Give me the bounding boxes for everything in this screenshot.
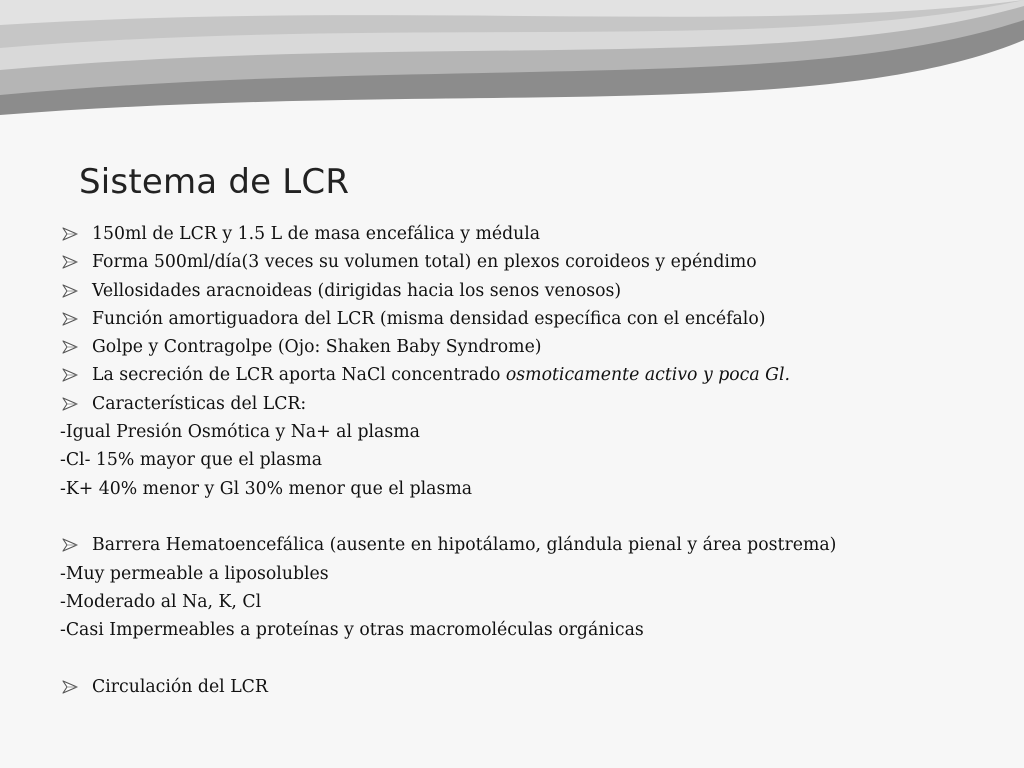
arrow-bullet-icon (62, 255, 80, 269)
sub-item (60, 560, 1000, 588)
arrow-bullet-icon (62, 368, 80, 382)
bullet-item (60, 531, 1000, 559)
arrow-bullet-icon (62, 397, 80, 411)
line-text: -Moderado al Na, K, Cl (60, 591, 262, 612)
sub-item (60, 446, 1000, 474)
line-text: -Muy permeable a liposolubles (60, 563, 329, 584)
arrow-bullet-icon (62, 538, 80, 552)
blank-line (60, 644, 1000, 672)
bullet-item (60, 361, 1000, 389)
line-text: -K+ 40% menor y Gl 30% menor que el plasma (60, 478, 473, 499)
arrow-bullet-icon (62, 340, 80, 354)
sub-item (60, 588, 1000, 616)
line-text: Forma 500ml/día(3 veces su volumen total) en plexos coroideos y epéndimo (92, 252, 757, 273)
line-text: 150ml de LCR y 1.5 L de masa encefálica y médula (92, 224, 541, 244)
sub-item (60, 475, 1000, 503)
bullet-item (60, 248, 1000, 276)
bullet-item (60, 277, 1000, 305)
line-text: Vellosidades aracnoideas (dirigidas hacia los senos venosos) (92, 280, 622, 301)
slide-title: Sistema de LCR (79, 162, 350, 202)
slide-content (60, 220, 1000, 701)
arrow-bullet-icon (62, 312, 80, 326)
bullet-item (60, 305, 1000, 333)
line-text: Golpe y Contragolpe (Ojo: Shaken Baby Syndrome) (92, 337, 542, 358)
line-text: Barrera Hematoencefálica (ausente en hipotálamo, glándula pienal y área postrema) (92, 535, 837, 556)
line-text: -Cl- 15% mayor que el plasma (60, 450, 323, 471)
header-wave-decoration (0, 0, 1024, 150)
line-text: Características del LCR: (92, 393, 307, 414)
line-text: Función amortiguadora del LCR (misma densidad específica con el encéfalo) (92, 308, 766, 329)
sub-item (60, 418, 1000, 446)
sub-item (60, 616, 1000, 644)
blank-line (60, 503, 1000, 531)
bullet-item (60, 673, 1000, 701)
bullet-item (60, 333, 1000, 361)
line-text: -Casi Impermeables a proteínas y otras macromoléculas orgánicas (60, 620, 644, 641)
arrow-bullet-icon (62, 680, 80, 694)
arrow-bullet-icon (62, 284, 80, 298)
line-text-italic: osmoticamente activo y poca Gl. (505, 365, 790, 386)
arrow-bullet-icon (62, 227, 80, 241)
bullet-item (60, 390, 1000, 418)
line-text: La secreción de LCR aporta NaCl concentrado (92, 365, 506, 386)
line-text: Circulación del LCR (92, 676, 268, 697)
bullet-item (60, 220, 1000, 248)
line-text: -Igual Presión Osmótica y Na+ al plasma (60, 422, 420, 443)
